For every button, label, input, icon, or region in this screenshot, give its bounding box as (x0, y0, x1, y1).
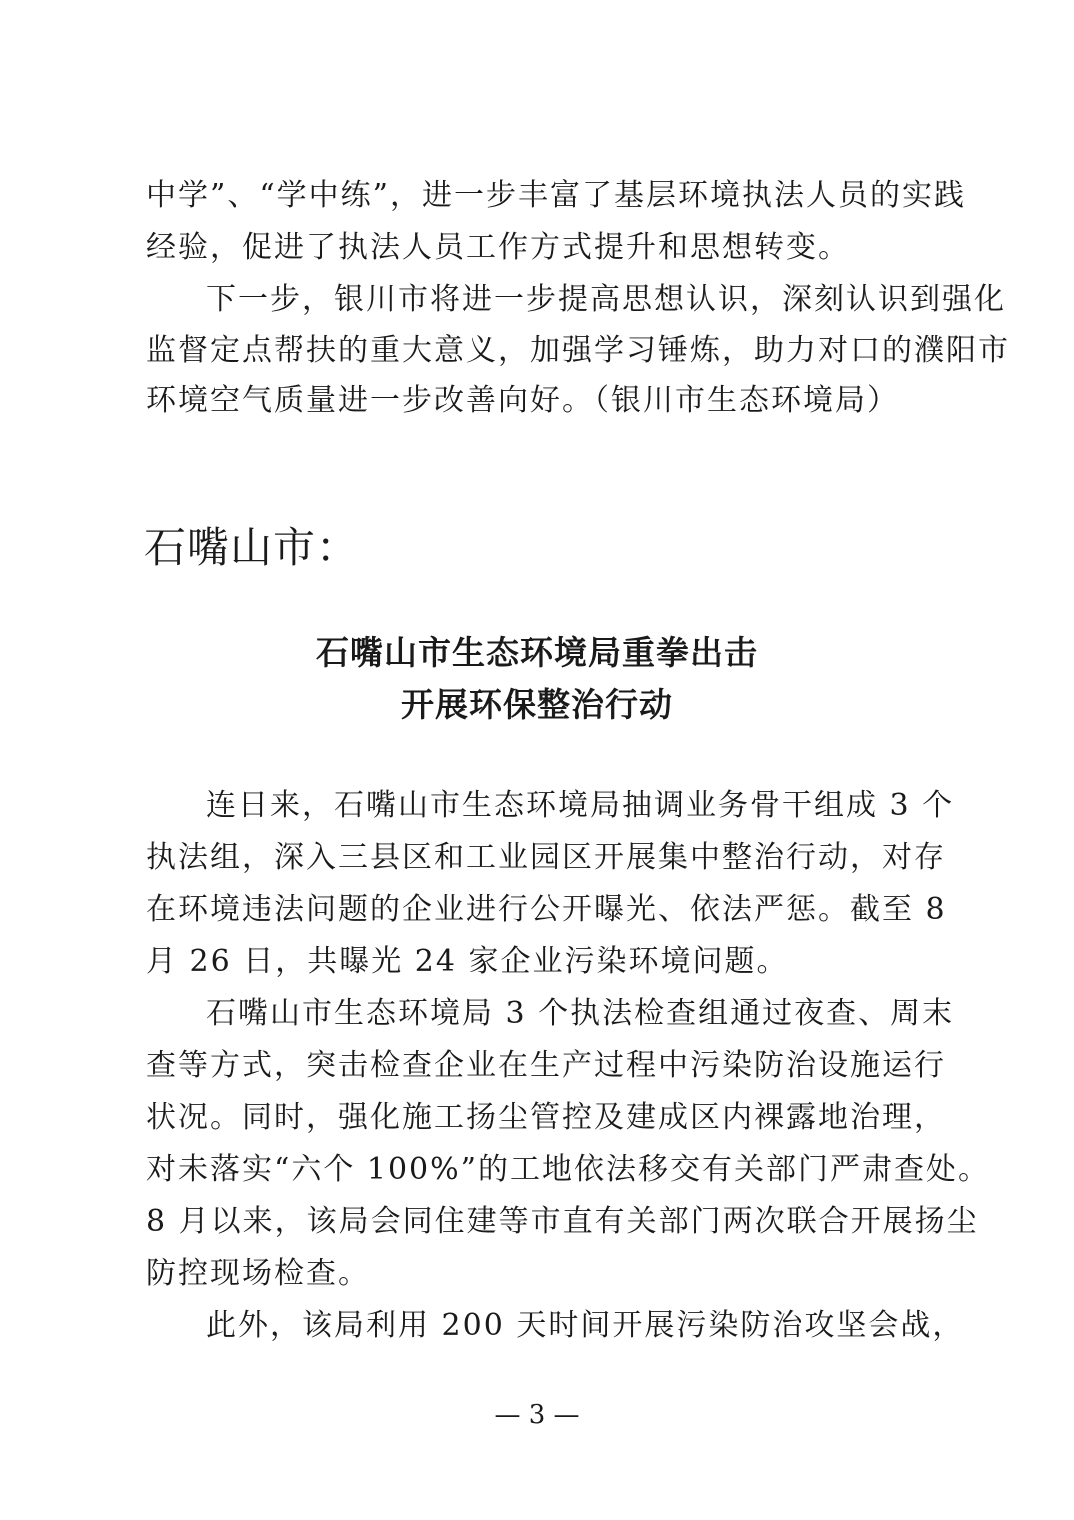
intro-line-4: 监督定点帮扶的重大意义，加强学习锤炼，助力对口的濮阳市 (146, 333, 1010, 368)
article-title-line-2: 开展环保整治行动 (401, 685, 673, 724)
body-line-10: 防控现场检查。 (146, 1256, 370, 1291)
intro-line-2: 经验，促进了执法人员工作方式提升和思想转变。 (146, 230, 850, 265)
intro-line-1: 中学”、“学中练”，进一步丰富了基层环境执法人员的实践 (146, 178, 967, 213)
page-number: — 3 — (494, 1400, 580, 1430)
body-line-4: 月 26 日，共曝光 24 家企业污染环境问题。 (146, 944, 789, 979)
body-line-7: 状况。同时，强化施工扬尘管控及建成区内裸露地治理， (146, 1100, 946, 1135)
body-line-6: 查等方式，突击检查企业在生产过程中污染防治设施运行 (146, 1048, 946, 1083)
body-line-11: 此外，该局利用 200 天时间开展污染防治攻坚会战， (206, 1308, 965, 1343)
section-heading: 石嘴山市： (144, 523, 360, 572)
body-line-9: 8 月以来，该局会同住建等市直有关部门两次联合开展扬尘 (146, 1204, 979, 1239)
body-line-3: 在环境违法问题的企业进行公开曝光、依法严惩。截至 8 (146, 892, 947, 927)
body-line-8: 对未落实“六个 100%”的工地依法移交有关部门严肃查处。 (146, 1152, 990, 1187)
body-line-2: 执法组，深入三县区和工业园区开展集中整治行动，对存 (146, 840, 946, 875)
body-line-5: 石嘴山市生态环境局 3 个执法检查组通过夜查、周末 (206, 996, 955, 1031)
article-title-line-1: 石嘴山市生态环境局重拳出击 (316, 633, 758, 672)
intro-line-5: 环境空气质量进一步改善向好。（银川市生态环境局） (146, 383, 899, 418)
body-line-1: 连日来，石嘴山市生态环境局抽调业务骨干组成 3 个 (206, 788, 955, 823)
intro-line-3: 下一步，银川市将进一步提高思想认识，深刻认识到强化 (206, 282, 1006, 317)
